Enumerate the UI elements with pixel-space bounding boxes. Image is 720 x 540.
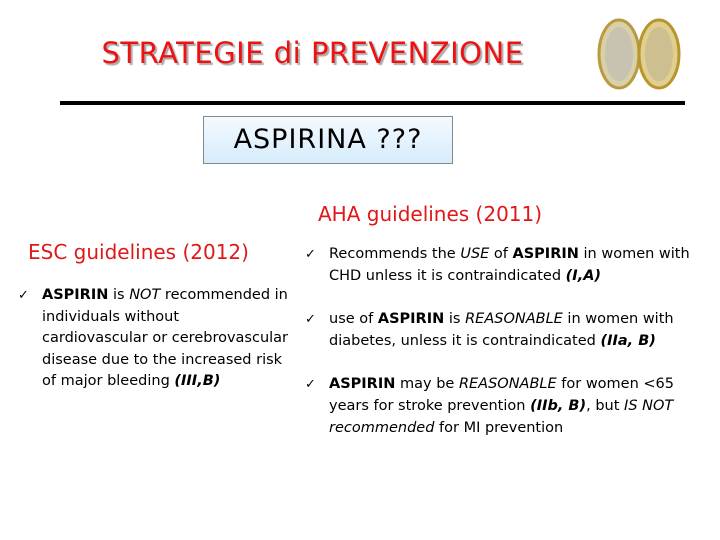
- text-segment: is: [444, 311, 466, 328]
- title-divider: [60, 101, 685, 105]
- checkmark-icon: ✓: [18, 288, 29, 303]
- text-segment: IS NOT recommended: [329, 397, 674, 436]
- text-segment: USE: [460, 246, 490, 262]
- aha-heading: AHA guidelines (2011): [318, 202, 543, 226]
- text-segment: is: [108, 287, 130, 303]
- text-segment: (IIa, B): [600, 332, 656, 349]
- text-segment: REASONABLE: [458, 376, 557, 393]
- text-segment: in women with CHD unless it is contraindicated: [329, 246, 690, 284]
- checkmark-icon: ✓: [305, 312, 316, 328]
- text-segment: in women with diabetes, unless it is contraindicated: [329, 311, 674, 349]
- checkmark-icon: ✓: [305, 247, 316, 262]
- list-item: [305, 244, 717, 287]
- text-segment: , but: [586, 397, 625, 414]
- text-segment: NOT: [129, 287, 161, 303]
- text-segment: (I,A): [565, 267, 602, 284]
- question-box: ASPIRINA ???: [203, 116, 453, 164]
- list-item: [18, 285, 288, 393]
- esc-list: [18, 285, 288, 415]
- text-segment: of: [489, 246, 513, 262]
- text-segment: ASPIRIN: [329, 376, 396, 393]
- list-item: [305, 374, 717, 439]
- checkmark-icon: ✓: [305, 377, 316, 393]
- text-segment: ASPIRIN: [42, 287, 109, 303]
- text-segment: for women <65 years for stroke prevention: [329, 376, 675, 414]
- text-segment: use of: [329, 311, 378, 328]
- text-segment: ASPIRIN: [377, 311, 445, 328]
- text-segment: ASPIRIN: [512, 246, 579, 262]
- slide-title: STRATEGIE di PREVENZIONE: [101, 36, 524, 70]
- text-segment: Recommends the: [329, 246, 461, 262]
- esc-heading: ESC guidelines (2012): [28, 240, 249, 264]
- list-item: [305, 309, 717, 352]
- coins-logo-icon: [595, 16, 685, 91]
- text-segment: for MI prevention: [434, 419, 564, 436]
- text-segment: may be: [395, 376, 459, 393]
- text-segment: (III,B): [174, 373, 221, 390]
- text-segment: REASONABLE: [465, 311, 563, 328]
- text-segment: (IIb, B): [530, 397, 587, 414]
- text-segment: recommended in individuals without cardiovascular or cerebrovascular disease due to the increased risk of major bleeding: [42, 287, 289, 390]
- aha-list: [305, 244, 717, 461]
